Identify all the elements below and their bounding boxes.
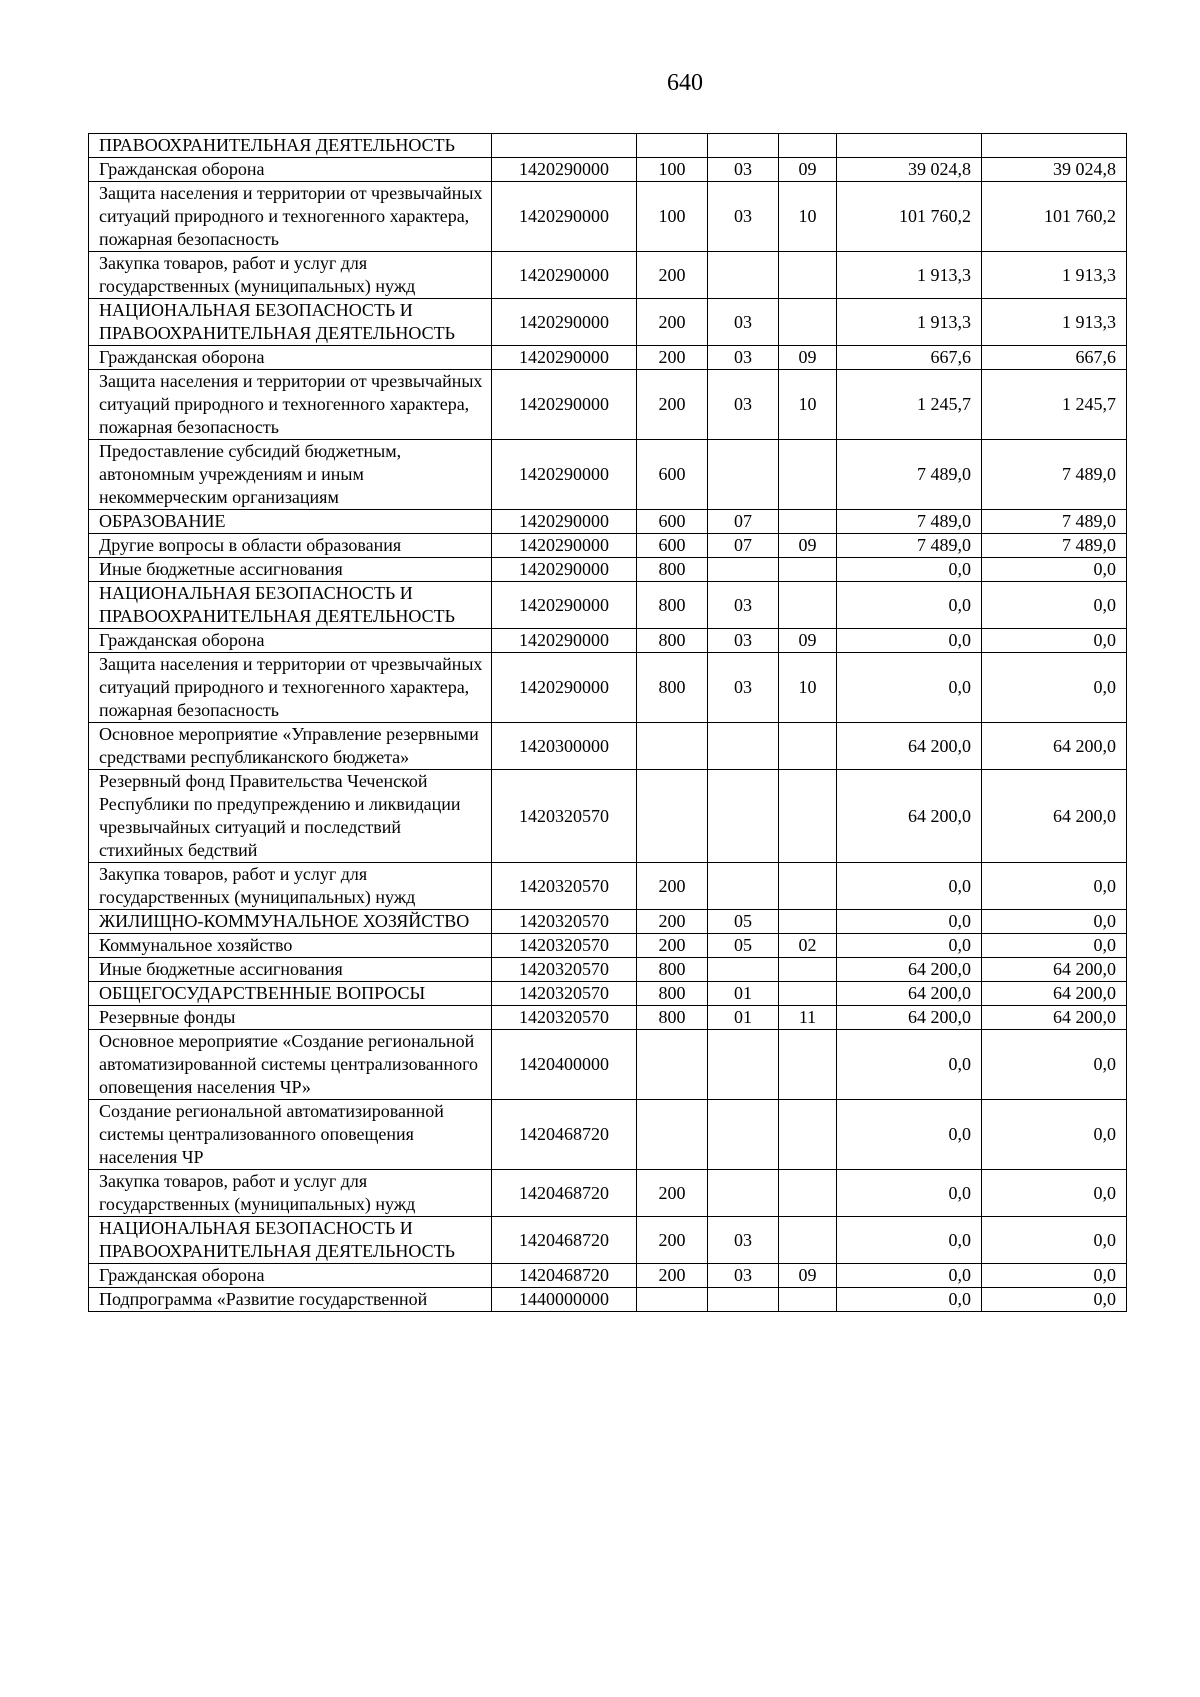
subsection-cell bbox=[779, 863, 837, 910]
row-name-cell: Защита населения и территории от чрезвычайных ситуаций природного и техногенного характера, пожарная безопасность bbox=[89, 182, 492, 252]
amount-year2-cell: 667,6 bbox=[982, 346, 1127, 370]
target-article-cell: 1420320570 bbox=[492, 958, 637, 982]
section-cell: 03 bbox=[708, 1217, 779, 1264]
subsection-cell bbox=[779, 558, 837, 582]
subsection-cell: 10 bbox=[779, 370, 837, 440]
expense-type-cell: 800 bbox=[637, 653, 708, 723]
target-article-cell: 1420290000 bbox=[492, 534, 637, 558]
table-row bbox=[89, 1217, 1127, 1264]
amount-year1-cell: 7 489,0 bbox=[837, 440, 982, 510]
amount-year2-cell: 64 200,0 bbox=[982, 1006, 1127, 1030]
amount-year1-cell: 1 913,3 bbox=[837, 299, 982, 346]
subsection-cell bbox=[779, 910, 837, 934]
amount-year1-cell: 1 913,3 bbox=[837, 252, 982, 299]
expense-type-cell: 200 bbox=[637, 346, 708, 370]
table-row bbox=[89, 299, 1127, 346]
subsection-cell bbox=[779, 582, 837, 629]
target-article-cell: 1420320570 bbox=[492, 910, 637, 934]
target-article-cell: 1420290000 bbox=[492, 558, 637, 582]
amount-year2-cell: 0,0 bbox=[982, 629, 1127, 653]
amount-year2-cell: 0,0 bbox=[982, 1030, 1127, 1100]
row-name-cell: Иные бюджетные ассигнования bbox=[89, 558, 492, 582]
expense-type-cell: 800 bbox=[637, 582, 708, 629]
row-name-cell: Закупка товаров, работ и услуг для государственных (муниципальных) нужд bbox=[89, 1170, 492, 1217]
subsection-cell bbox=[779, 510, 837, 534]
subsection-cell bbox=[779, 440, 837, 510]
budget-table bbox=[88, 133, 1127, 1312]
section-cell bbox=[708, 1100, 779, 1170]
subsection-cell bbox=[779, 958, 837, 982]
amount-year2-cell: 0,0 bbox=[982, 582, 1127, 629]
expense-type-cell: 600 bbox=[637, 440, 708, 510]
subsection-cell bbox=[779, 1170, 837, 1217]
section-cell: 03 bbox=[708, 582, 779, 629]
table-row bbox=[89, 1006, 1127, 1030]
amount-year1-cell: 39 024,8 bbox=[837, 158, 982, 182]
table-row bbox=[89, 982, 1127, 1006]
row-name-cell: Защита населения и территории от чрезвычайных ситуаций природного и техногенного характера, пожарная безопасность bbox=[89, 653, 492, 723]
row-name-cell: ОБРАЗОВАНИЕ bbox=[89, 510, 492, 534]
target-article-cell: 1420290000 bbox=[492, 440, 637, 510]
row-name-cell: Гражданская оборона bbox=[89, 1264, 492, 1288]
subsection-cell: 09 bbox=[779, 1264, 837, 1288]
target-article-cell: 1420290000 bbox=[492, 158, 637, 182]
row-name-cell: Резервный фонд Правительства Чеченской Республики по предупреждению и ликвидации чрезвычайных ситуаций и последствий стихийных бедствий bbox=[89, 770, 492, 863]
amount-year1-cell: 7 489,0 bbox=[837, 534, 982, 558]
table-row bbox=[89, 158, 1127, 182]
row-name-cell: Гражданская оборона bbox=[89, 158, 492, 182]
amount-year1-cell: 667,6 bbox=[837, 346, 982, 370]
target-article-cell: 1420290000 bbox=[492, 653, 637, 723]
expense-type-cell: 100 bbox=[637, 158, 708, 182]
amount-year2-cell: 64 200,0 bbox=[982, 723, 1127, 770]
subsection-cell: 09 bbox=[779, 629, 837, 653]
target-article-cell: 1420290000 bbox=[492, 299, 637, 346]
row-name-cell: Закупка товаров, работ и услуг для государственных (муниципальных) нужд bbox=[89, 252, 492, 299]
subsection-cell: 09 bbox=[779, 534, 837, 558]
table-row bbox=[89, 346, 1127, 370]
amount-year2-cell: 0,0 bbox=[982, 1288, 1127, 1312]
table-row bbox=[89, 182, 1127, 252]
amount-year1-cell: 0,0 bbox=[837, 1100, 982, 1170]
row-name-cell: ОБЩЕГОСУДАРСТВЕННЫЕ ВОПРОСЫ bbox=[89, 982, 492, 1006]
subsection-cell: 02 bbox=[779, 934, 837, 958]
amount-year1-cell: 0,0 bbox=[837, 1264, 982, 1288]
amount-year2-cell: 0,0 bbox=[982, 1100, 1127, 1170]
amount-year1-cell: 0,0 bbox=[837, 1217, 982, 1264]
expense-type-cell: 800 bbox=[637, 982, 708, 1006]
target-article-cell: 1420400000 bbox=[492, 1030, 637, 1100]
subsection-cell bbox=[779, 299, 837, 346]
target-article-cell: 1440000000 bbox=[492, 1288, 637, 1312]
section-cell: 03 bbox=[708, 182, 779, 252]
section-cell: 03 bbox=[708, 346, 779, 370]
table-row bbox=[89, 863, 1127, 910]
row-name-cell: Создание региональной автоматизированной системы централизованного оповещения населения ЧР bbox=[89, 1100, 492, 1170]
subsection-cell bbox=[779, 1288, 837, 1312]
row-name-cell: НАЦИОНАЛЬНАЯ БЕЗОПАСНОСТЬ И ПРАВООХРАНИТЕЛЬНАЯ ДЕЯТЕЛЬНОСТЬ bbox=[89, 299, 492, 346]
amount-year1-cell: 7 489,0 bbox=[837, 510, 982, 534]
target-article-cell: 1420290000 bbox=[492, 510, 637, 534]
amount-year1-cell: 0,0 bbox=[837, 934, 982, 958]
amount-year1-cell: 64 200,0 bbox=[837, 723, 982, 770]
row-name-cell: Гражданская оборона bbox=[89, 629, 492, 653]
row-name-cell: Защита населения и территории от чрезвычайных ситуаций природного и техногенного характера, пожарная безопасность bbox=[89, 370, 492, 440]
subsection-cell bbox=[779, 982, 837, 1006]
amount-year1-cell: 0,0 bbox=[837, 1030, 982, 1100]
expense-type-cell: 800 bbox=[637, 1006, 708, 1030]
section-cell bbox=[708, 770, 779, 863]
section-cell: 03 bbox=[708, 1264, 779, 1288]
amount-year2-cell: 0,0 bbox=[982, 1264, 1127, 1288]
target-article-cell: 1420468720 bbox=[492, 1217, 637, 1264]
row-name-cell: Основное мероприятие «Управление резервными средствами республиканского бюджета» bbox=[89, 723, 492, 770]
table-row bbox=[89, 1100, 1127, 1170]
amount-year1-cell: 0,0 bbox=[837, 1170, 982, 1217]
expense-type-cell: 200 bbox=[637, 1264, 708, 1288]
amount-year1-cell: 0,0 bbox=[837, 1288, 982, 1312]
table-row bbox=[89, 934, 1127, 958]
amount-year2-cell: 101 760,2 bbox=[982, 182, 1127, 252]
table-row bbox=[89, 558, 1127, 582]
expense-type-cell: 800 bbox=[637, 629, 708, 653]
amount-year1-cell: 1 245,7 bbox=[837, 370, 982, 440]
section-cell: 01 bbox=[708, 1006, 779, 1030]
amount-year1-cell: 0,0 bbox=[837, 582, 982, 629]
table-row bbox=[89, 440, 1127, 510]
amount-year2-cell: 64 200,0 bbox=[982, 958, 1127, 982]
target-article-cell: 1420468720 bbox=[492, 1264, 637, 1288]
subsection-cell: 10 bbox=[779, 182, 837, 252]
target-article-cell: 1420320570 bbox=[492, 934, 637, 958]
target-article-cell: 1420320570 bbox=[492, 770, 637, 863]
row-name-cell: Другие вопросы в области образования bbox=[89, 534, 492, 558]
subsection-cell bbox=[779, 1100, 837, 1170]
expense-type-cell bbox=[637, 723, 708, 770]
table-row bbox=[89, 1030, 1127, 1100]
section-cell: 05 bbox=[708, 910, 779, 934]
subsection-cell: 09 bbox=[779, 158, 837, 182]
section-cell: 01 bbox=[708, 982, 779, 1006]
table-row bbox=[89, 1170, 1127, 1217]
amount-year2-cell: 7 489,0 bbox=[982, 440, 1127, 510]
section-cell bbox=[708, 252, 779, 299]
table-row bbox=[89, 534, 1127, 558]
row-name-cell: Подпрограмма «Развитие государственной bbox=[89, 1288, 492, 1312]
subsection-cell bbox=[779, 723, 837, 770]
expense-type-cell: 200 bbox=[637, 370, 708, 440]
amount-year2-cell: 0,0 bbox=[982, 910, 1127, 934]
row-name-cell: НАЦИОНАЛЬНАЯ БЕЗОПАСНОСТЬ И ПРАВООХРАНИТЕЛЬНАЯ ДЕЯТЕЛЬНОСТЬ bbox=[89, 1217, 492, 1264]
row-name-cell: Резервные фонды bbox=[89, 1006, 492, 1030]
row-name-cell: ПРАВООХРАНИТЕЛЬНАЯ ДЕЯТЕЛЬНОСТЬ bbox=[89, 134, 492, 158]
row-name-cell: Закупка товаров, работ и услуг для государственных (муниципальных) нужд bbox=[89, 863, 492, 910]
table-row bbox=[89, 134, 1127, 158]
expense-type-cell: 800 bbox=[637, 958, 708, 982]
amount-year2-cell: 0,0 bbox=[982, 653, 1127, 723]
section-cell bbox=[708, 723, 779, 770]
expense-type-cell: 100 bbox=[637, 182, 708, 252]
expense-type-cell: 200 bbox=[637, 299, 708, 346]
target-article-cell: 1420290000 bbox=[492, 582, 637, 629]
amount-year2-cell: 64 200,0 bbox=[982, 982, 1127, 1006]
target-article-cell: 1420290000 bbox=[492, 370, 637, 440]
target-article-cell: 1420320570 bbox=[492, 1006, 637, 1030]
expense-type-cell: 200 bbox=[637, 1217, 708, 1264]
amount-year2-cell: 1 913,3 bbox=[982, 299, 1127, 346]
table-row bbox=[89, 510, 1127, 534]
row-name-cell: Иные бюджетные ассигнования bbox=[89, 958, 492, 982]
row-name-cell: Предоставление субсидий бюджетным, автономным учреждениям и иным некоммерческим организациям bbox=[89, 440, 492, 510]
expense-type-cell: 200 bbox=[637, 910, 708, 934]
amount-year1-cell: 64 200,0 bbox=[837, 958, 982, 982]
amount-year2-cell: 39 024,8 bbox=[982, 158, 1127, 182]
section-cell bbox=[708, 1170, 779, 1217]
section-cell: 03 bbox=[708, 299, 779, 346]
section-cell: 07 bbox=[708, 510, 779, 534]
subsection-cell bbox=[779, 252, 837, 299]
table-row bbox=[89, 723, 1127, 770]
section-cell: 03 bbox=[708, 653, 779, 723]
table-row bbox=[89, 1288, 1127, 1312]
table-row bbox=[89, 958, 1127, 982]
target-article-cell: 1420290000 bbox=[492, 629, 637, 653]
subsection-cell bbox=[779, 134, 837, 158]
expense-type-cell: 200 bbox=[637, 863, 708, 910]
table-row bbox=[89, 370, 1127, 440]
subsection-cell bbox=[779, 1217, 837, 1264]
row-name-cell: Коммунальное хозяйство bbox=[89, 934, 492, 958]
expense-type-cell bbox=[637, 1288, 708, 1312]
table-row bbox=[89, 770, 1127, 863]
row-name-cell: Гражданская оборона bbox=[89, 346, 492, 370]
section-cell bbox=[708, 1288, 779, 1312]
section-cell: 03 bbox=[708, 370, 779, 440]
subsection-cell: 10 bbox=[779, 653, 837, 723]
expense-type-cell: 600 bbox=[637, 534, 708, 558]
section-cell: 07 bbox=[708, 534, 779, 558]
target-article-cell: 1420290000 bbox=[492, 346, 637, 370]
amount-year1-cell: 0,0 bbox=[837, 910, 982, 934]
section-cell: 03 bbox=[708, 158, 779, 182]
table-row bbox=[89, 629, 1127, 653]
section-cell bbox=[708, 440, 779, 510]
amount-year1-cell: 64 200,0 bbox=[837, 770, 982, 863]
section-cell bbox=[708, 958, 779, 982]
row-name-cell: ЖИЛИЩНО-КОММУНАЛЬНОЕ ХОЗЯЙСТВО bbox=[89, 910, 492, 934]
subsection-cell bbox=[779, 770, 837, 863]
amount-year2-cell: 64 200,0 bbox=[982, 770, 1127, 863]
target-article-cell: 1420468720 bbox=[492, 1170, 637, 1217]
amount-year2-cell: 0,0 bbox=[982, 558, 1127, 582]
amount-year1-cell bbox=[837, 134, 982, 158]
target-article-cell: 1420290000 bbox=[492, 182, 637, 252]
expense-type-cell: 800 bbox=[637, 558, 708, 582]
target-article-cell: 1420320570 bbox=[492, 863, 637, 910]
expense-type-cell bbox=[637, 1100, 708, 1170]
page-number: 640 bbox=[667, 70, 703, 96]
amount-year2-cell: 1 245,7 bbox=[982, 370, 1127, 440]
expense-type-cell: 200 bbox=[637, 1170, 708, 1217]
target-article-cell: 1420290000 bbox=[492, 252, 637, 299]
table-row bbox=[89, 252, 1127, 299]
amount-year2-cell: 1 913,3 bbox=[982, 252, 1127, 299]
target-article-cell: 1420468720 bbox=[492, 1100, 637, 1170]
amount-year2-cell bbox=[982, 134, 1127, 158]
table-row bbox=[89, 1264, 1127, 1288]
expense-type-cell bbox=[637, 1030, 708, 1100]
amount-year1-cell: 0,0 bbox=[837, 558, 982, 582]
table-row bbox=[89, 582, 1127, 629]
amount-year1-cell: 0,0 bbox=[837, 629, 982, 653]
amount-year1-cell: 64 200,0 bbox=[837, 982, 982, 1006]
row-name-cell: Основное мероприятие «Создание региональной автоматизированной системы централизованного оповещения населения ЧР» bbox=[89, 1030, 492, 1100]
section-cell: 05 bbox=[708, 934, 779, 958]
section-cell: 03 bbox=[708, 629, 779, 653]
target-article-cell: 1420300000 bbox=[492, 723, 637, 770]
amount-year2-cell: 0,0 bbox=[982, 1217, 1127, 1264]
expense-type-cell: 200 bbox=[637, 252, 708, 299]
subsection-cell bbox=[779, 1030, 837, 1100]
amount-year1-cell: 0,0 bbox=[837, 863, 982, 910]
target-article-cell: 1420320570 bbox=[492, 982, 637, 1006]
section-cell bbox=[708, 863, 779, 910]
row-name-cell: НАЦИОНАЛЬНАЯ БЕЗОПАСНОСТЬ И ПРАВООХРАНИТЕЛЬНАЯ ДЕЯТЕЛЬНОСТЬ bbox=[89, 582, 492, 629]
expense-type-cell: 600 bbox=[637, 510, 708, 534]
section-cell bbox=[708, 134, 779, 158]
subsection-cell: 11 bbox=[779, 1006, 837, 1030]
table-row bbox=[89, 653, 1127, 723]
amount-year2-cell: 0,0 bbox=[982, 1170, 1127, 1217]
amount-year1-cell: 0,0 bbox=[837, 653, 982, 723]
amount-year2-cell: 7 489,0 bbox=[982, 534, 1127, 558]
expense-type-cell: 200 bbox=[637, 934, 708, 958]
amount-year2-cell: 7 489,0 bbox=[982, 510, 1127, 534]
target-article-cell bbox=[492, 134, 637, 158]
section-cell bbox=[708, 1030, 779, 1100]
amount-year1-cell: 101 760,2 bbox=[837, 182, 982, 252]
subsection-cell: 09 bbox=[779, 346, 837, 370]
amount-year2-cell: 0,0 bbox=[982, 934, 1127, 958]
table-row bbox=[89, 910, 1127, 934]
amount-year1-cell: 64 200,0 bbox=[837, 1006, 982, 1030]
section-cell bbox=[708, 558, 779, 582]
expense-type-cell bbox=[637, 134, 708, 158]
amount-year2-cell: 0,0 bbox=[982, 863, 1127, 910]
table-body bbox=[89, 134, 1127, 1312]
expense-type-cell bbox=[637, 770, 708, 863]
